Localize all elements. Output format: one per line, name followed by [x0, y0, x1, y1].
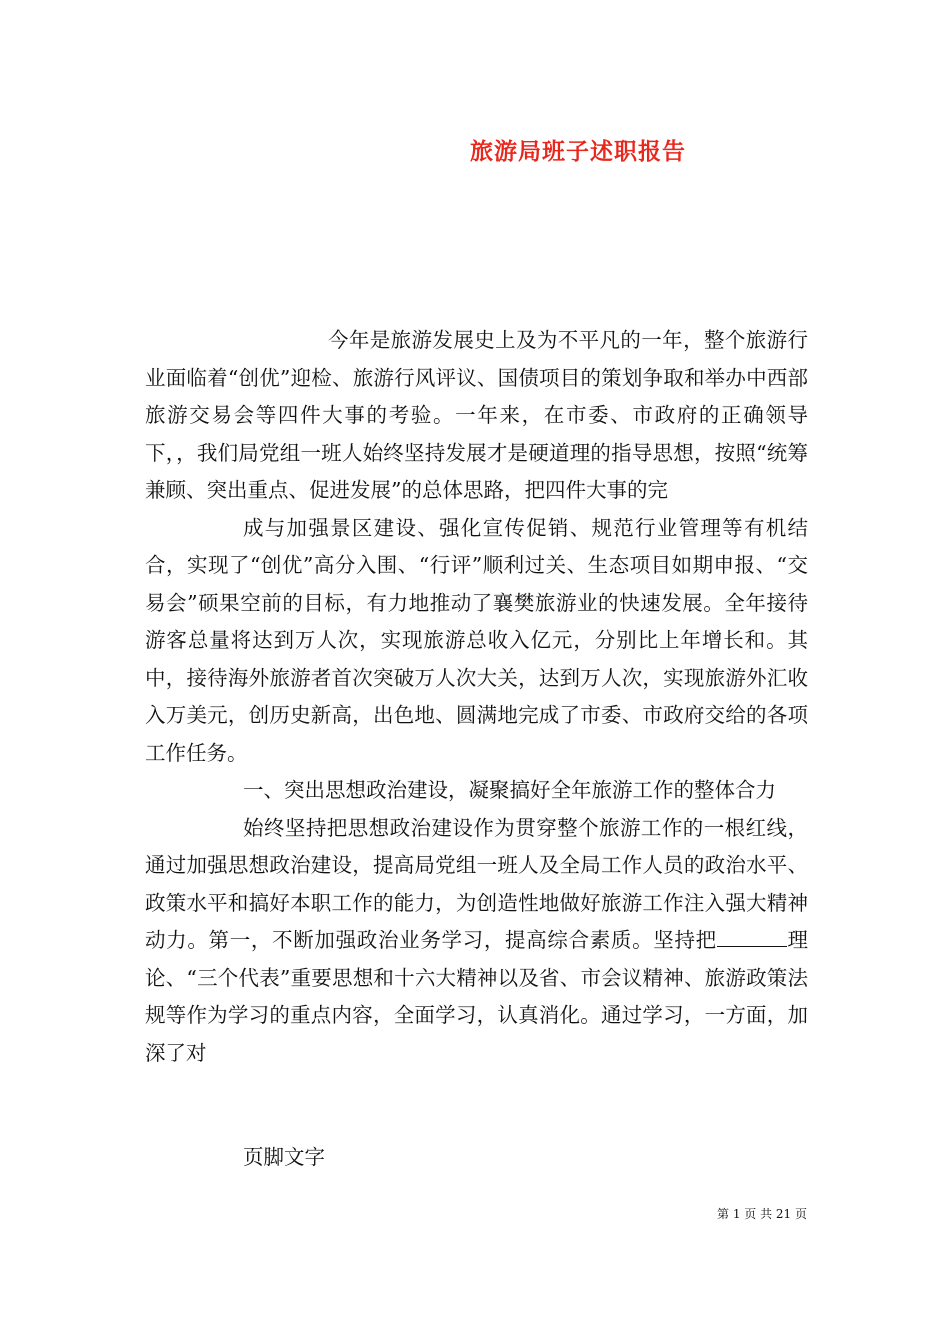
paragraph-text-after-blank: 理论、“三个代表”重要思想和十六大精神以及省、市会议精神、旅游政策法规等作为学习的重点内容，全面学习，认真消化。通过学习，一方面，加深了对	[145, 928, 809, 1065]
document-body	[145, 322, 808, 1072]
paragraph-text-before-blank: 始终坚持把思想政治建设作为贯穿整个旅游工作的一根红线，通过加强思想政治建设，提高局党组一班人及全局工作人员的政治水平、政策水平和搞好本职工作的能力，为创造性地做好旅游工作注入强大精神动力。第一，不断加强政治业务学习，提高综合素质。坚持把	[145, 815, 808, 952]
section-heading-1: 一、突出思想政治建设，凝聚搞好全年旅游工作的整体合力	[243, 778, 776, 802]
paragraph-intro: 今年是旅游发展史上及为不平凡的一年，整个旅游行业面临着“创优”迎检、旅游行风评议、国债项目的策划争取和举办中西部旅游交易会等四件大事的考验。一年来，在市委、市政府的正确领导下，，我们局党组一班人始终坚持发展才是硬道理的指导思想，按照“统筹兼顾、突出重点、促进发展”的总体思路，把四件大事的完	[145, 328, 808, 502]
blank-underline	[717, 926, 787, 947]
footer-text: 页脚文字	[243, 1145, 325, 1169]
paragraph-results: 成与加强景区建设、强化宣传促销、规范行业管理等有机结合，实现了“创优”高分入围、“行评”顺利过关、生态项目如期申报、“交易会”硕果空前的目标，有力地推动了襄樊旅游业的快速发展。全年接待游客总量将达到万人次，实现旅游总收入亿元，分别比上年增长和。其中，接待海外旅游者首次突破万人次大关，达到万人次，实现旅游外汇收入万美元，创历史新高，出色地、圆满地完成了市委、市政府交给的各项工作任务。	[145, 515, 808, 765]
page-number: 第 1 页 共 21 页	[717, 1207, 807, 1221]
paragraph-political-study	[145, 810, 808, 1073]
document-title: 旅游局班子述职报告	[470, 138, 686, 165]
